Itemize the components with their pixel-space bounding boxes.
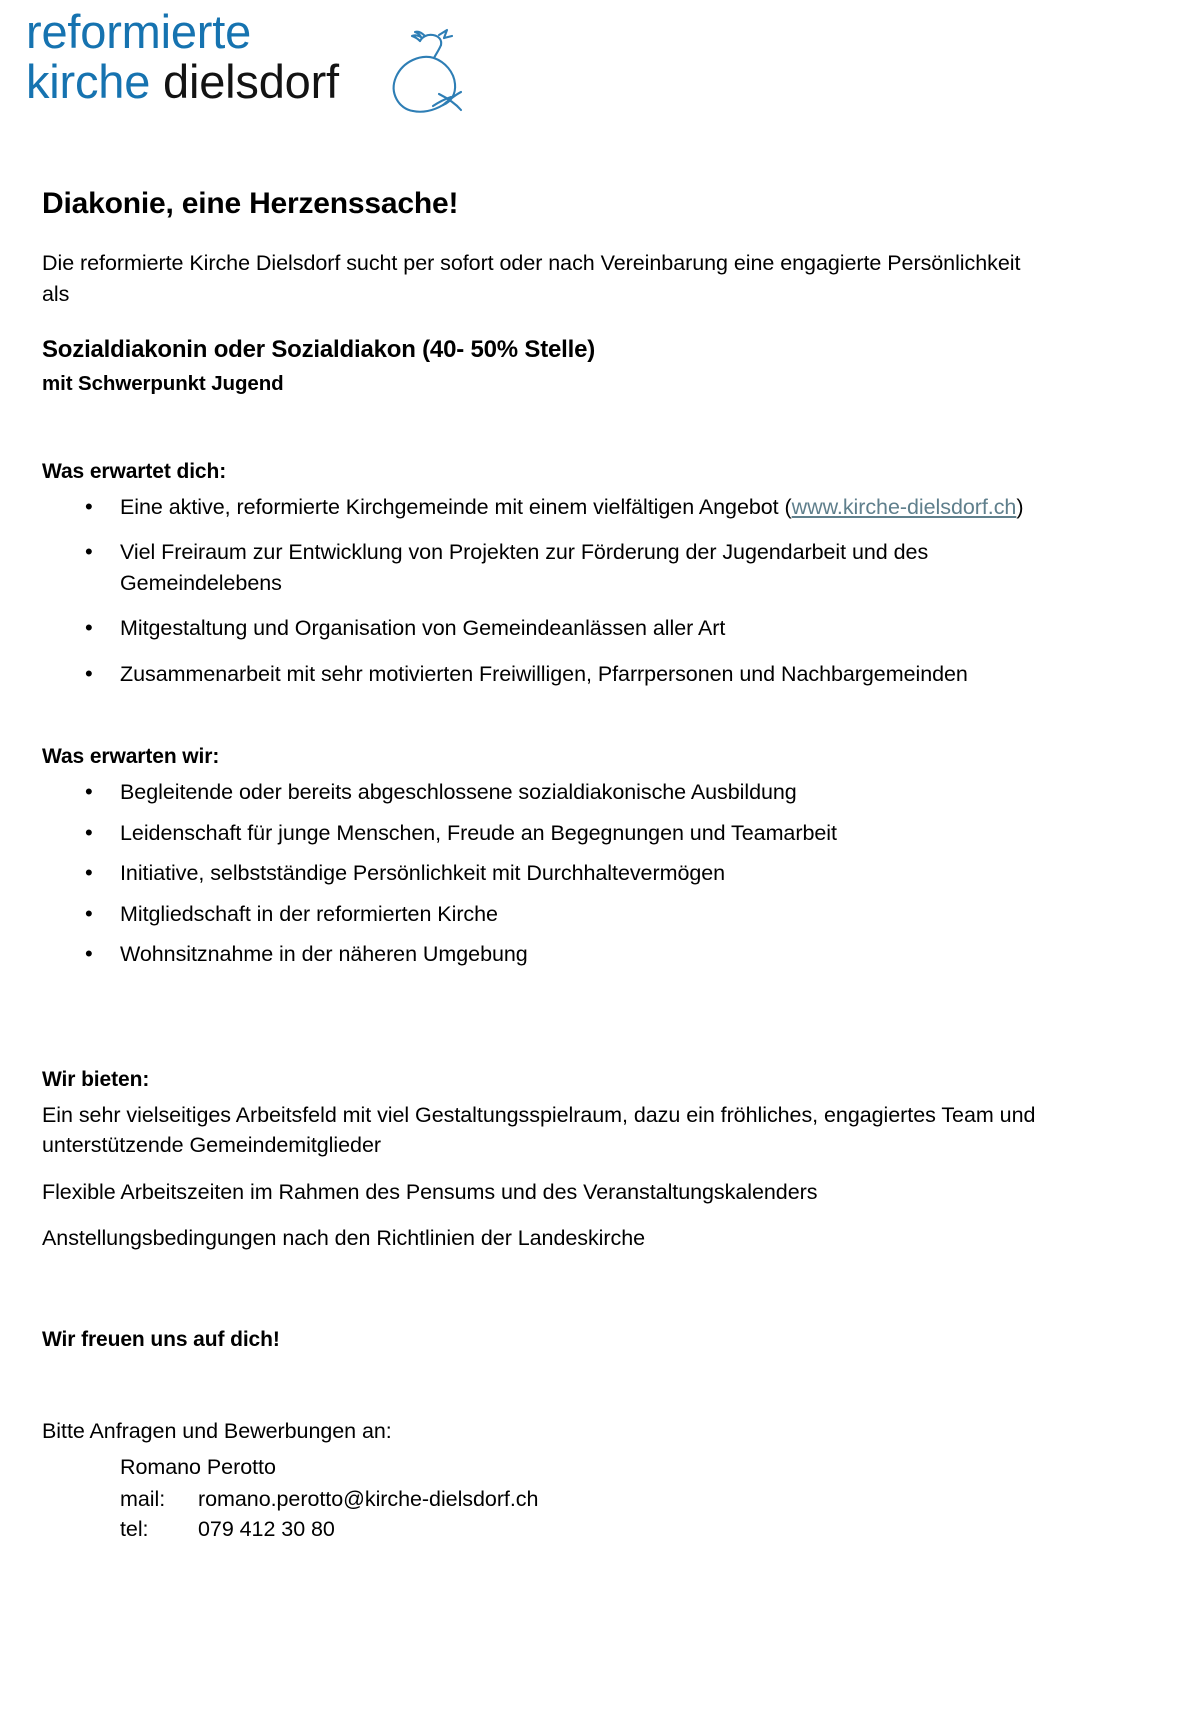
logo-line-kirche-dielsdorf: [26, 54, 339, 108]
logo-wordmark: [26, 5, 339, 108]
offer-line: Anstellungsbedingungen nach den Richtlinien der Landeskirche: [42, 1226, 646, 1251]
intro-paragraph: Die reformierte Kirche Dielsdorf sucht per sofort oder nach Vereinbarung eine engagierte Persönlichkeit als: [42, 251, 1021, 306]
bird-outline-icon: [381, 14, 491, 124]
job-title: Sozialdiakonin oder Sozialdiakon (40- 50% Stelle): [42, 336, 596, 364]
list-item: • Zusammenarbeit mit sehr motivierten Freiwilligen, Pfarrpersonen und Nachbargemeinden: [120, 659, 1042, 690]
section-heading-require: Was erwarten wir:: [42, 745, 220, 769]
expect-bullet-list: [42, 492, 1042, 690]
logo-word-dielsdorf: dielsdorf: [163, 54, 339, 108]
list-item: • Begleitende oder bereits abgeschlossene sozialdiakonische Ausbildung: [120, 777, 1042, 808]
logo-line-reformierte: reformierte: [26, 5, 252, 58]
contact-mail-label: mail:: [120, 1486, 166, 1511]
contact-person-name: Romano Perotto: [120, 1455, 276, 1480]
list-item: • Mitgestaltung und Organisation von Gemeindeanlässen aller Art: [120, 613, 1042, 644]
section-heading-offer: Wir bieten:: [42, 1067, 150, 1091]
logo-word-kirche: kirche: [26, 54, 164, 108]
contact-block: [120, 1452, 1042, 1543]
apply-instruction: Bitte Anfragen und Bewerbungen an:: [42, 1418, 392, 1443]
contact-tel-row: [120, 1514, 1042, 1544]
section-heading-expect: Was erwartet dich:: [42, 459, 227, 483]
organization-logo: [26, 5, 496, 128]
closing-thanks: Wir freuen uns auf dich!: [42, 1327, 280, 1351]
contact-tel-value[interactable]: 079 412 30 80: [198, 1516, 335, 1541]
offer-line: Flexible Arbeitszeiten im Rahmen des Pensums und des Veranstaltungskalenders: [42, 1179, 818, 1204]
section-what-to-expect: [42, 460, 1042, 690]
bullet-text-before: Eine aktive, reformierte Kirchgemeinde mit einem vielfältigen Angebot (: [120, 494, 792, 519]
require-bullet-list: [42, 777, 1042, 970]
section-we-offer: [42, 1068, 1042, 1254]
page-title: Diakonie, eine Herzenssache!: [42, 187, 459, 220]
job-subtitle: mit Schwerpunkt Jugend: [42, 372, 284, 396]
bullet-text-after: ): [1016, 494, 1024, 519]
list-item: • Viel Freiraum zur Entwicklung von Projekten zur Förderung der Jugendarbeit und des Gemeindelebens: [120, 537, 1042, 598]
section-what-we-expect: [42, 745, 1042, 970]
list-item: • Mitgliedschaft in der reformierten Kirche: [120, 899, 1042, 930]
list-item: • Leidenschaft für junge Menschen, Freude an Begegnungen und Teamarbeit: [120, 818, 1042, 849]
advert-content: [42, 186, 1042, 1544]
list-item: • Wohnsitznahme in der näheren Umgebung: [120, 939, 1042, 970]
contact-mail-row: [120, 1484, 1042, 1514]
list-item: • Initiative, selbstständige Persönlichkeit mit Durchhaltevermögen: [120, 858, 1042, 889]
list-item: [120, 492, 1042, 523]
contact-tel-label: tel:: [120, 1516, 149, 1541]
website-link[interactable]: www.kirche-dielsdorf.ch: [791, 494, 1017, 519]
contact-mail-value[interactable]: romano.perotto@kirche-dielsdorf.ch: [198, 1486, 539, 1511]
offer-line: Ein sehr vielseitiges Arbeitsfeld mit viel Gestaltungsspielraum, dazu ein fröhliches, engagiertes Team und unterstützende Gemeindemitglieder: [42, 1102, 1036, 1158]
